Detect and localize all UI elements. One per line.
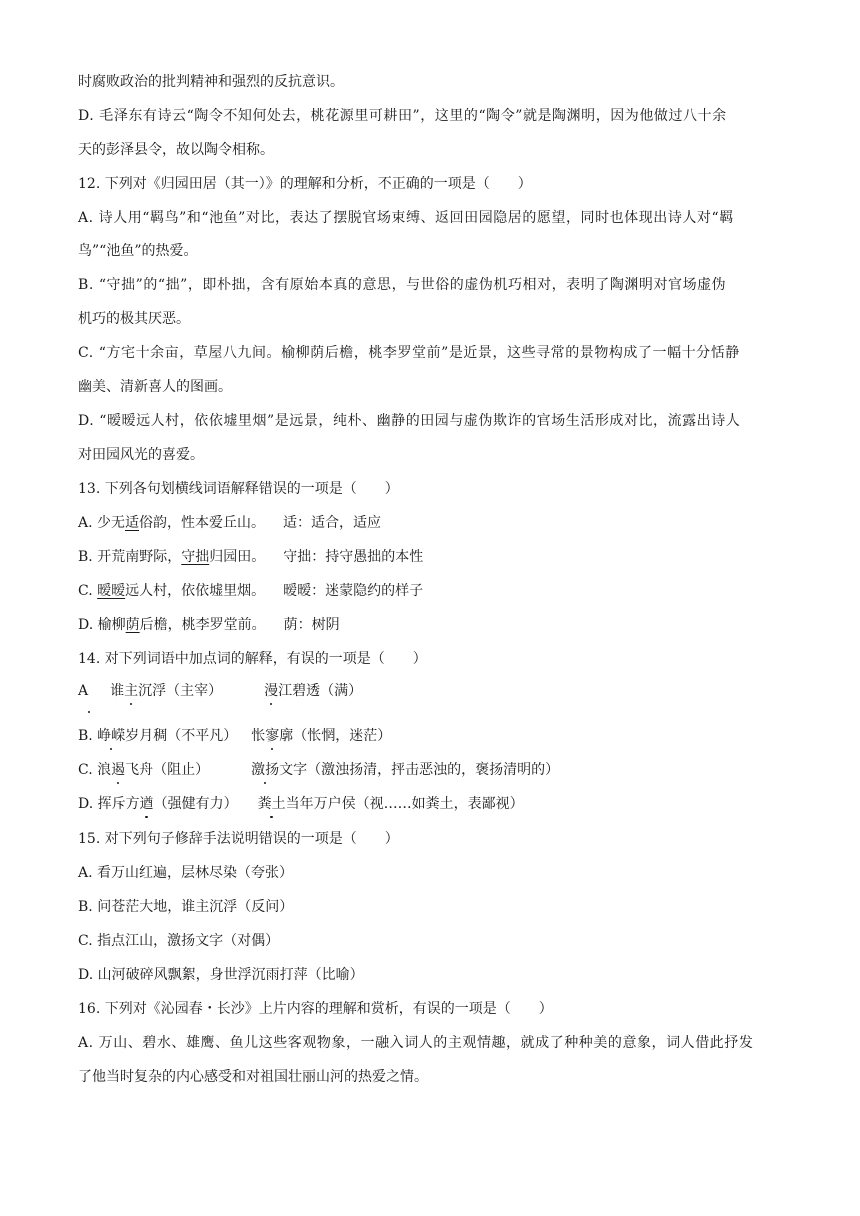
sentence-text: 后檐，桃李罗堂前。: [139, 617, 266, 633]
option-label: A.: [78, 515, 98, 531]
q12-option-b-line2: 机巧的极其厌恶。: [78, 311, 190, 327]
word-explanation: 暧暧：迷蒙隐约的样子: [283, 583, 424, 599]
q15-option-b: B. 问苍茫大地，谁主沉浮（反问）: [78, 899, 294, 915]
phrase-text: 谁: [110, 683, 125, 699]
q15-option-c: C. 指点江山，激扬文字（对偶）: [78, 933, 280, 949]
phrase-text: 浪: [97, 762, 112, 778]
phrase-text: （怅惘，迷茫）: [293, 728, 392, 744]
q12-option-b-line1: B. “守拙”的“拙”，即朴拙，含有原始本真的意思，与世俗的虚伪机巧相对，表明了陶渊明对官场虚伪: [78, 277, 727, 293]
dotted-word: 激扬: [251, 762, 280, 778]
option-label: D.: [78, 796, 98, 812]
q11-option-d-line2: 天的彭泽县令，故以陶令相称。: [78, 142, 274, 158]
dotted-word: 遏: [111, 762, 126, 778]
option-label: B.: [78, 549, 98, 565]
q13-option-b: [78, 547, 423, 567]
sentence-text: 开荒南野际，: [97, 549, 182, 565]
q12-option-d-line1: D. “暧暧远人村，依依墟里烟”是远景，纯朴、幽静的田园与虚伪欺诈的官场生活形成对比，流露出诗人: [78, 413, 741, 429]
q13-option-d: [78, 615, 340, 635]
q12-option-a-line2: 鸟”“池鱼”的热爱。: [78, 243, 198, 259]
dotted-word: 主: [124, 683, 139, 699]
sentence-text: 少无: [97, 515, 126, 531]
dotted-word: 峥嵘: [97, 728, 126, 744]
sentence-text: 远人村，依依墟里烟。: [125, 583, 266, 599]
q15-stem: 15. 对下列句子修辞手法说明错误的一项是（ ）: [78, 831, 399, 847]
text-line: 时腐败政治的批判精神和强烈的反抗意识。: [78, 74, 344, 90]
phrase-text: （强健有力）: [153, 796, 238, 812]
phrase-text: 飞舟（阻止）: [125, 762, 210, 778]
phrase-text: 沉浮（主宰）: [138, 683, 223, 699]
q14-option-d: [78, 794, 524, 814]
q16-option-a-line2: 了他当时复杂的内心感受和对祖国壮丽山河的热爱之情。: [78, 1069, 428, 1085]
underlined-word: 荫: [125, 617, 140, 633]
option-label: B.: [78, 728, 98, 744]
phrase-text: 文字（激浊扬清，抨击恶浊的，褒扬清明的）: [279, 762, 560, 778]
phrase-text: 挥斥方: [97, 796, 140, 812]
q13-option-c: [78, 581, 423, 601]
q16-stem: 16. 下列对《沁园春・长沙》上片内容的理解和赏析，有误的一项是（ ）: [78, 1001, 553, 1017]
dotted-word: 漫: [264, 683, 279, 699]
option-label: A: [78, 683, 89, 699]
underlined-word: 适: [125, 515, 140, 531]
q12-option-d-line2: 对田园风光的喜爱。: [78, 447, 204, 463]
word-explanation: 适：适合，适应: [283, 515, 382, 531]
q14-option-b: [78, 726, 391, 746]
q13-stem: 13. 下列各句划横线词语解释错误的一项是（ ）: [78, 481, 399, 497]
q14-option-a: [78, 681, 362, 701]
dotted-word: 粪土: [257, 796, 286, 812]
q15-option-d: D. 山河破碎风飘絮，身世浮沉雨打萍（比喻）: [78, 967, 364, 983]
q14-option-c: [78, 760, 559, 780]
q12-stem: 12. 下列对《归园田居（其一）》的理解和分析，不正确的一项是（ ）: [78, 176, 532, 192]
q14-stem: 14. 对下列词语中加点词的解释，有误的一项是（ ）: [78, 651, 427, 667]
sentence-text: 榆柳: [97, 617, 126, 633]
q13-option-a: [78, 513, 381, 533]
option-label: C.: [78, 583, 98, 599]
q12-option-a-line1: A. 诗人用“羁鸟”和“池鱼”对比，表达了摆脱官场束缚、返回田园隐居的愿望，同时也体现出诗人对“羁: [78, 210, 734, 226]
q11-option-d-line1: D. 毛泽东有诗云“陶令不知何处去，桃花源里可耕田”，这里的“陶令”就是陶渊明，因为他做过八十余: [78, 108, 727, 124]
phrase-text: 江碧透（满）: [278, 683, 363, 699]
stray-dot: [88, 711, 90, 713]
option-label: C.: [78, 762, 98, 778]
q15-option-a: A. 看万山红遍，层林尽染（夸张）: [78, 865, 294, 881]
q12-option-c-line1: C. “方宅十余亩，草屋八九间。榆柳荫后檐，桃李罗堂前”是近景，这些寻常的景物构成了一幅十分恬静: [78, 345, 740, 361]
sentence-text: 归园田。: [209, 549, 266, 565]
dotted-word: 遒: [139, 796, 154, 812]
q16-option-a-line1: A. 万山、碧水、雄鹰、鱼儿这些客观物象，一融入词人的主观情趣，就成了种种美的意象，词人借此抒发: [78, 1035, 754, 1051]
sentence-text: 俗韵，性本爱丘山。: [139, 515, 266, 531]
word-explanation: 守拙：持守愚拙的本性: [283, 549, 424, 565]
q12-option-c-line2: 幽美、清新喜人的图画。: [78, 379, 232, 395]
option-label: D.: [78, 617, 98, 633]
underlined-word: 守拙: [181, 549, 210, 565]
word-explanation: 荫：树阴: [283, 617, 340, 633]
phrase-text: 岁月稠（不平凡）: [125, 728, 238, 744]
dotted-word: 怅寥廓: [251, 728, 294, 744]
underlined-word: 暧暧: [97, 583, 126, 599]
phrase-text: 当年万户侯（视……如粪土，表鄙视）: [285, 796, 524, 812]
